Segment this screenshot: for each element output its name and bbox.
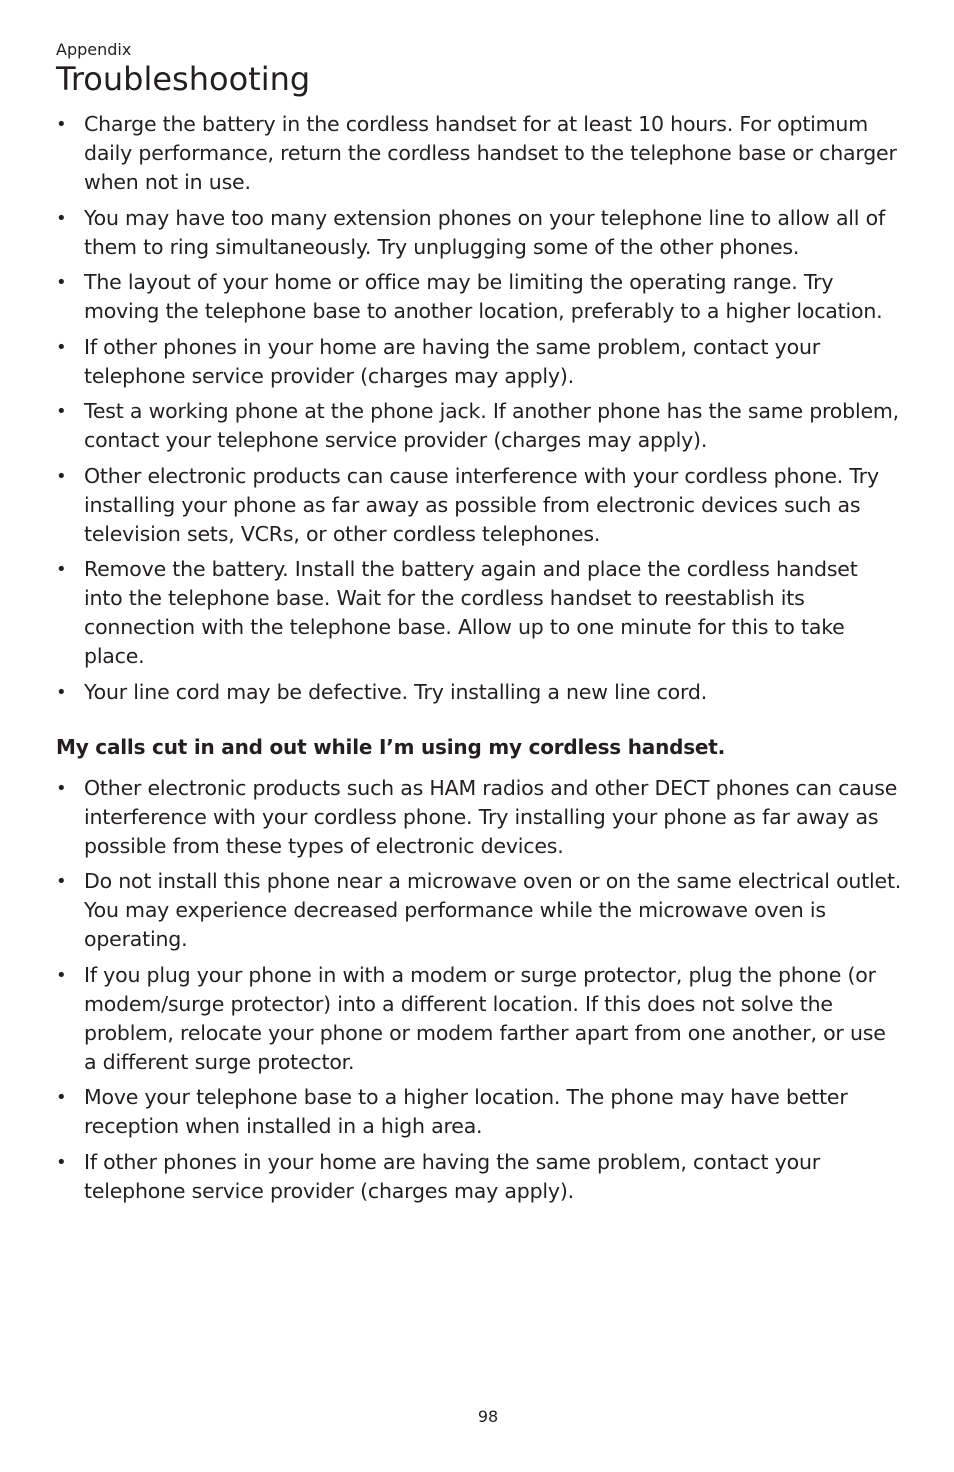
list-item [56, 555, 902, 671]
bullet-icon: • [56, 1087, 67, 1108]
bullet-icon: • [56, 207, 67, 229]
bullet-icon: • [56, 777, 67, 799]
bullet-icon: • [56, 272, 67, 293]
bullet-icon: • [56, 964, 67, 986]
list-item [56, 961, 902, 1077]
list-item [56, 678, 902, 707]
list-item [56, 204, 902, 262]
list-item [56, 333, 902, 391]
list-item-text: Charge the battery in the cordless handset for at least 10 hours. For optimum daily performance, return the cordless handset to the telephone base or charger when not in use. [84, 112, 897, 194]
list-item [56, 774, 902, 861]
list-item [56, 110, 902, 197]
bullet-icon: • [56, 401, 67, 422]
bullet-icon: • [56, 114, 67, 135]
list-item [56, 397, 902, 455]
list-item-text: Move your telephone base to a higher location. The phone may have better reception when installed in a high area. [84, 1085, 848, 1138]
bullet-icon: • [56, 465, 67, 487]
list-item-text: Other electronic products such as HAM radios and other DECT phones can cause interference with your cordless phone. Try installing your phone as far away as possible from these types of electronic devices. [84, 775, 898, 858]
section-label: Appendix [56, 40, 132, 59]
list-item-text: Your line cord may be defective. Try installing a new line cord. [84, 679, 708, 704]
bullet-icon: • [56, 1151, 67, 1173]
troubleshooting-list-2 [56, 774, 902, 1206]
bullet-icon: • [56, 871, 67, 892]
list-item [56, 1083, 902, 1141]
troubleshooting-list-1 [56, 110, 902, 707]
list-item [56, 867, 902, 954]
list-item-text: If other phones in your home are having the same problem, contact your telephone service provider (charges may apply). [84, 1149, 820, 1203]
list-item-text: The layout of your home or office may be limiting the operating range. Try moving the telephone base to another location, preferably to a higher location. [84, 270, 883, 323]
document-page [56, 40, 902, 1212]
page-number: 98 [477, 1407, 499, 1426]
bullet-icon: • [56, 559, 67, 580]
list-item [56, 1148, 902, 1206]
list-item-text: If other phones in your home are having the same problem, contact your telephone service provider (charges may apply). [84, 334, 820, 388]
bullet-icon: • [56, 336, 67, 358]
page-title: Troubleshooting [56, 60, 311, 98]
list-item-text: If you plug your phone in with a modem or surge protector, plug the phone (or modem/surge protector) into a different location. If this does not solve the problem, relocate your phone or modem farther apart from one another, or use a different surge protector. [84, 962, 886, 1074]
problem-heading: My calls cut in and out while I’m using my cordless handset. [56, 734, 726, 759]
list-item-text: Test a working phone at the phone jack. If another phone has the same problem, contact your telephone service provider (charges may apply). [84, 399, 899, 452]
list-item-text: Remove the battery. Install the battery again and place the cordless handset into the telephone base. Wait for the cordless handset to reestablish its connection with the telephone base. Allow up to one minute for this to take place. [84, 557, 858, 668]
bullet-icon: • [56, 681, 67, 703]
list-item [56, 268, 902, 326]
list-item-text: Do not install this phone near a microwave oven or on the same electrical outlet. You may experience decreased performance while the microwave oven is operating. [84, 869, 902, 951]
list-item [56, 462, 902, 549]
list-item-text: You may have too many extension phones on your telephone line to allow all of them to ring simultaneously. Try unplugging some of the other phones. [84, 205, 885, 259]
list-item-text: Other electronic products can cause interference with your cordless phone. Try installing your phone as far away as possible from electronic devices such as television sets, VCRs, or other cordless telephones. [84, 463, 879, 546]
